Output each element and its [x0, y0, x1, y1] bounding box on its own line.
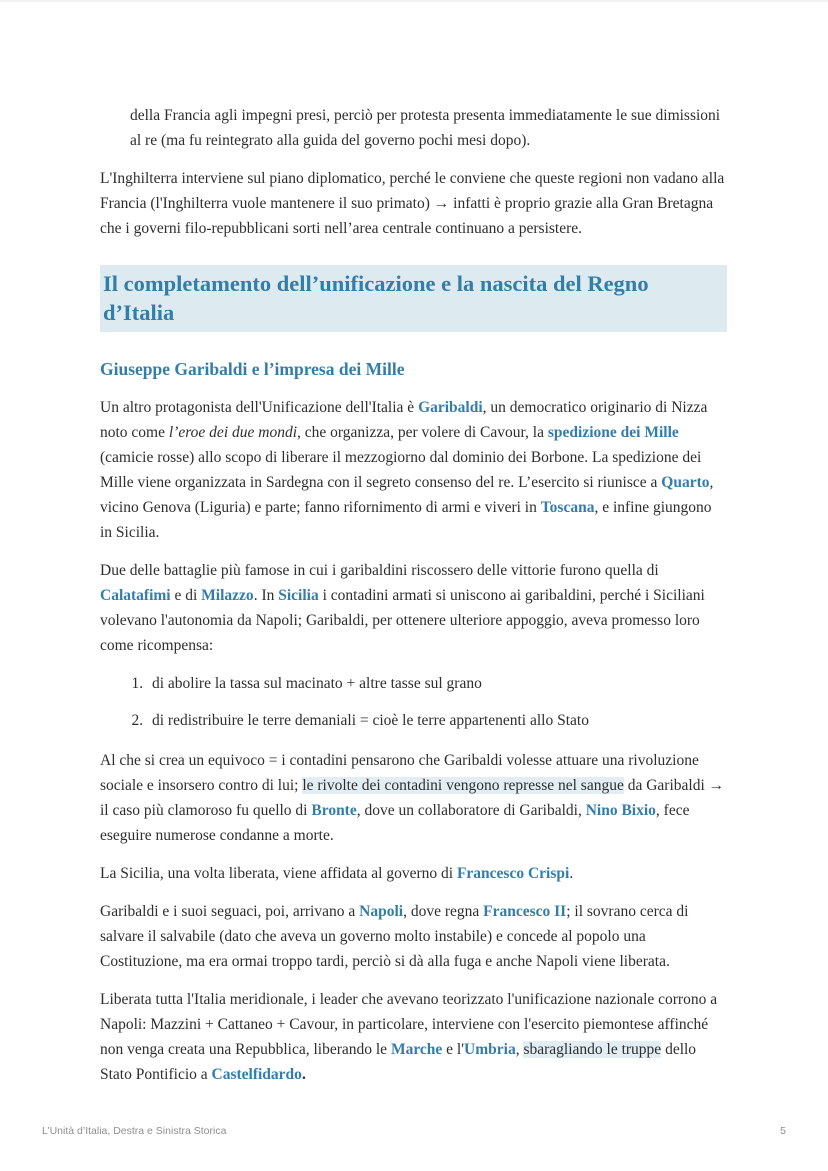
inline-text: dello Stato Pontificio a	[100, 1041, 697, 1083]
paragraph-continuation	[100, 103, 727, 153]
section-heading: Il completamento dell’unificazione e la nascita del Regno d’Italia	[100, 265, 727, 332]
inline-text: Due delle battaglie più famose in cui i garibaldini riscossero delle vittorie furono quella di	[100, 562, 659, 579]
inline-text: Garibaldi e i suoi seguaci, poi, arrivano a	[100, 903, 360, 920]
inline-text: Liberata tutta l'Italia meridionale, i leader che avevano teorizzato l'unificazione nazionale corrono a Napoli: Mazzini + Cattaneo + Cavour, in particolare, interviene con l'esercito piemontese affinché non venga creata una Repubblica, liberando le	[100, 991, 718, 1058]
inline-term-link[interactable]: Toscana	[540, 499, 595, 516]
inline-term-link[interactable]: Francesco II	[483, 903, 567, 920]
inline-italic-text: l’eroe dei due mondi	[168, 424, 297, 441]
inline-text: , fece eseguire numerose condanne a morte.	[100, 802, 690, 844]
page-number: 5	[780, 1125, 786, 1137]
inline-text: della Francia agli impegni presi, perciò per protesta presenta immediatamente le sue dimissioni al re (ma fu reintegrato alla guida del governo pochi mesi dopo).	[130, 107, 721, 149]
list-item: 2. di redistribuire le terre demaniali = cioè le terre appartenenti allo Stato	[147, 708, 727, 733]
subsection-heading: Giuseppe Garibaldi e l’impresa dei Mille	[100, 359, 405, 379]
inline-term-link[interactable]: Napoli	[359, 903, 404, 920]
inline-term-link[interactable]: Bronte	[311, 802, 357, 819]
inline-term-link[interactable]: Marche	[390, 1041, 443, 1058]
inline-highlighted-text: sbaragliando le truppe	[523, 1041, 662, 1058]
inline-text: . In	[253, 587, 279, 604]
inline-term-link[interactable]: Garibaldi	[418, 399, 483, 416]
inline-text: .	[569, 865, 574, 882]
page-footer	[0, 1125, 828, 1137]
footer-document-title: L’Unità d’Italia, Destra e Sinistra Storica	[42, 1125, 227, 1137]
paragraph-england	[100, 166, 727, 241]
inline-term-link[interactable]: Castelfidardo	[211, 1066, 302, 1083]
inline-text: i contadini armati si uniscono ai garibaldini, perché i Siciliani volevano l'autonomia da Napoli; Garibaldi, per ottenere ulteriore appoggio, aveva promesso loro come ricompensa:	[100, 587, 705, 654]
inline-text: (camicie rosse) allo scopo di liberare il mezzogiorno dal dominio dei Borbone. La spedizione dei Mille viene organizzata in Sardegna con il segreto consenso del re. L’esercito si riunisce a	[100, 449, 702, 491]
inline-bold-text: .	[301, 1066, 306, 1083]
inline-text: ,	[515, 1041, 524, 1058]
inline-term-link[interactable]: spedizione dei Mille	[547, 424, 679, 441]
paragraph-garibaldi-intro	[100, 395, 727, 545]
inline-text: L'Inghilterra interviene sul piano diplomatico, perché le conviene che queste regioni non vadano alla Francia (l'Inghilterra vuole mantenere il suo primato) → infatti è proprio grazie alla Gran Bretagna che i governi filo-repubblicani sorti nell’area centrale continuano a persistere.	[100, 170, 725, 237]
paragraph-equivoco	[100, 748, 727, 848]
inline-text: , dove regna	[403, 903, 484, 920]
inline-term-link[interactable]: Nino Bixio	[585, 802, 656, 819]
inline-term-link[interactable]: Umbria	[464, 1041, 516, 1058]
inline-text: ; il sovrano cerca di salvare il salvabile (dato che aveva un governo molto instabile) e concede al popolo una Costituzione, ma era ormai troppo tardi, perciò si dà alla fuga e anche Napoli viene liberata.	[100, 903, 689, 970]
inline-text: , vicino Genova (Liguria) e parte; fanno rifornimento di armi e viveri in	[100, 474, 714, 516]
inline-text: , che organizza, per volere di Cavour, la	[297, 424, 548, 441]
inline-term-link[interactable]: Francesco Crispi	[456, 865, 570, 882]
inline-text: e di	[170, 587, 202, 604]
inline-text: Un altro protagonista dell'Unificazione dell'Italia è	[100, 399, 419, 416]
inline-term-link[interactable]: Calatafimi	[100, 587, 171, 604]
inline-text: La Sicilia, una volta liberata, viene affidata al governo di	[100, 865, 457, 882]
paragraph-napoli	[100, 899, 727, 974]
inline-term-link[interactable]: Quarto	[661, 474, 710, 491]
inline-text: e l'	[442, 1041, 465, 1058]
inline-text: da Garibaldi → il caso più clamoroso fu quello di	[100, 777, 725, 819]
inline-term-link[interactable]: Milazzo	[201, 587, 254, 604]
paragraph-finale	[100, 987, 727, 1087]
list-item: 1. di abolire la tassa sul macinato + altre tasse sul grano	[147, 671, 727, 696]
inline-term-link[interactable]: Sicilia	[278, 587, 319, 604]
promises-list	[100, 671, 727, 733]
document-content	[0, 2, 828, 1087]
paragraph-battles	[100, 558, 727, 658]
inline-text: Al che si crea un equivoco = i contadini pensarono che Garibaldi volesse attuare una rivoluzione sociale e insorsero contro di lui;	[100, 752, 699, 794]
inline-highlighted-text: le rivolte dei contadini vengono represse nel sangue	[302, 777, 624, 794]
paragraph-crispi	[100, 861, 727, 886]
inline-text: , un democratico originario di Nizza noto come	[100, 399, 708, 441]
inline-text: , dove un collaboratore di Garibaldi,	[356, 802, 586, 819]
inline-text: , e infine giungono in Sicilia.	[100, 499, 712, 541]
